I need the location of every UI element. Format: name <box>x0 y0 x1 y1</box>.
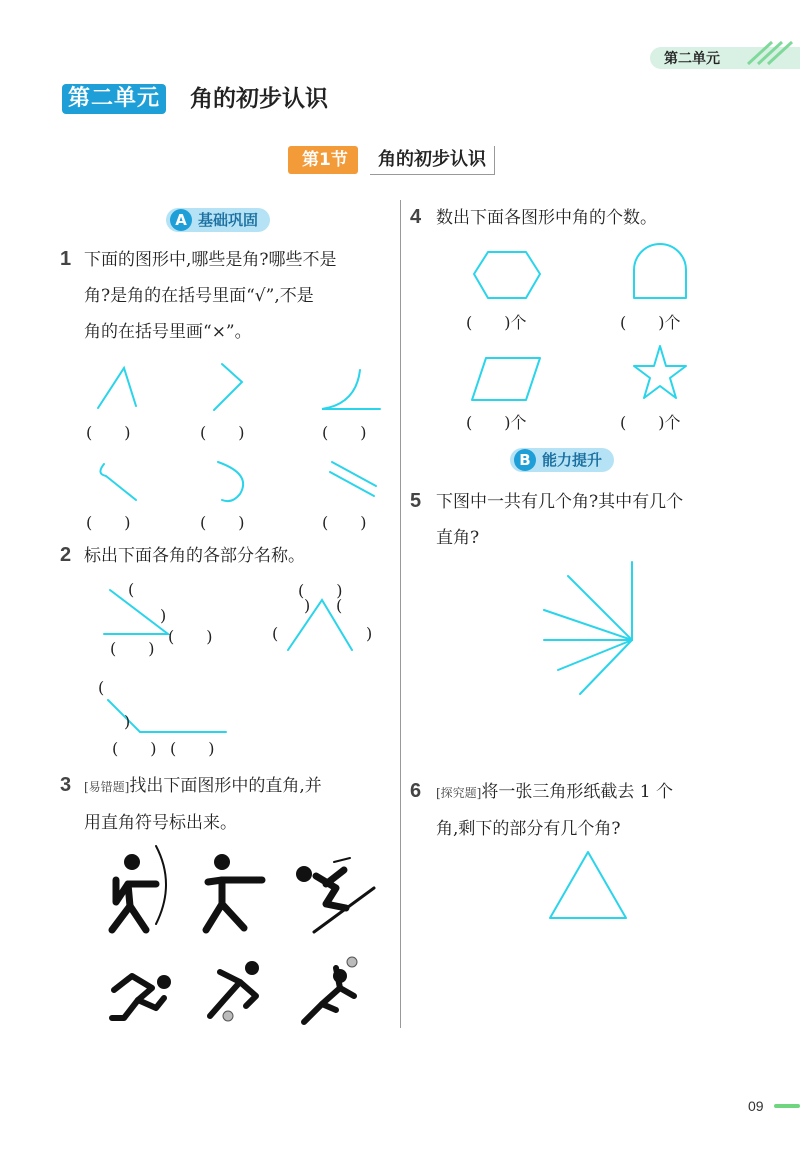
q2-mark-7: ( <box>98 678 105 697</box>
q2-mark-8: ) <box>124 712 131 731</box>
q1-paren-4[interactable]: ( ) <box>86 513 131 532</box>
q2-paren-3a[interactable]: ( ) <box>112 739 157 758</box>
unit-badge: 第二单元 <box>62 84 166 114</box>
q2-mark-6: ) <box>366 624 373 643</box>
q2-mark-4: ( <box>336 596 343 615</box>
q2-paren-3b[interactable]: ( ) <box>170 739 215 758</box>
q6-triangle <box>550 852 626 918</box>
q2-text: 标出下面各角的各部分名称。 <box>84 546 305 566</box>
page-number: 09 <box>748 1098 764 1114</box>
q4-blank-1[interactable]: ( )个 <box>466 313 527 332</box>
q2-mark-5: ( <box>272 624 279 643</box>
q2-mark-3: ) <box>304 596 311 615</box>
q2-paren-2a[interactable]: ( ) <box>298 581 343 600</box>
q4-text: 数出下面各图形中角的个数。 <box>436 208 657 228</box>
q5-line-1: 下图中一共有几个角?其中有几个 <box>436 492 684 512</box>
q5-number: 5 <box>410 490 422 512</box>
q1-line-3: 角的在括号里画“×”。 <box>84 322 252 342</box>
part-b-letter: B <box>514 449 536 471</box>
q3-number: 3 <box>60 774 72 796</box>
q4-blank-3[interactable]: ( )个 <box>466 413 527 432</box>
header-unit-label: 第二单元 <box>664 51 720 67</box>
q6-number: 6 <box>410 780 422 802</box>
q4-blank-4[interactable]: ( )个 <box>620 413 681 432</box>
part-b-label: 能力提升 <box>542 451 603 469</box>
q1-paren-3[interactable]: ( ) <box>322 423 367 442</box>
q1-number: 1 <box>60 248 72 270</box>
q5-line-2: 直角? <box>436 528 480 548</box>
section-badge: 第1节 <box>288 146 358 174</box>
part-a-letter: A <box>170 209 192 231</box>
q2-mark-2: ) <box>160 606 167 625</box>
q6-line-2: 角,剩下的部分有几个角? <box>436 819 621 839</box>
unit-title: 角的初步认识 <box>190 86 328 112</box>
q1-paren-6[interactable]: ( ) <box>322 513 367 532</box>
q1-paren-5[interactable]: ( ) <box>200 513 245 532</box>
q1-line-1: 下面的图形中,哪些是角?哪些不是 <box>84 250 337 270</box>
q4-number: 4 <box>410 206 422 228</box>
q2-paren-1b[interactable]: ( ) <box>110 639 155 658</box>
q1-paren-2[interactable]: ( ) <box>200 423 245 442</box>
section-title: 角的初步认识 <box>370 146 495 175</box>
q4-blank-2[interactable]: ( )个 <box>620 313 681 332</box>
part-a-label: 基础巩固 <box>198 211 259 229</box>
q3-line-2: 用直角符号标出来。 <box>84 813 237 833</box>
q2-mark-1: ( <box>128 580 135 599</box>
q3-tag: [易错题] <box>84 780 130 794</box>
q2-number: 2 <box>60 544 72 566</box>
q6-line-1: 将一张三角形纸截去 1 个 <box>481 782 673 802</box>
q2-paren-1a[interactable]: ( ) <box>168 627 213 646</box>
q3-line-1: 找出下面图形中的直角,并 <box>129 776 322 796</box>
page-number-bar <box>774 1104 800 1108</box>
q6-tag: [探究题] <box>436 786 482 800</box>
q1-line-2: 角?是角的在括号里面“√”,不是 <box>84 286 314 306</box>
q1-paren-1[interactable]: ( ) <box>86 423 131 442</box>
